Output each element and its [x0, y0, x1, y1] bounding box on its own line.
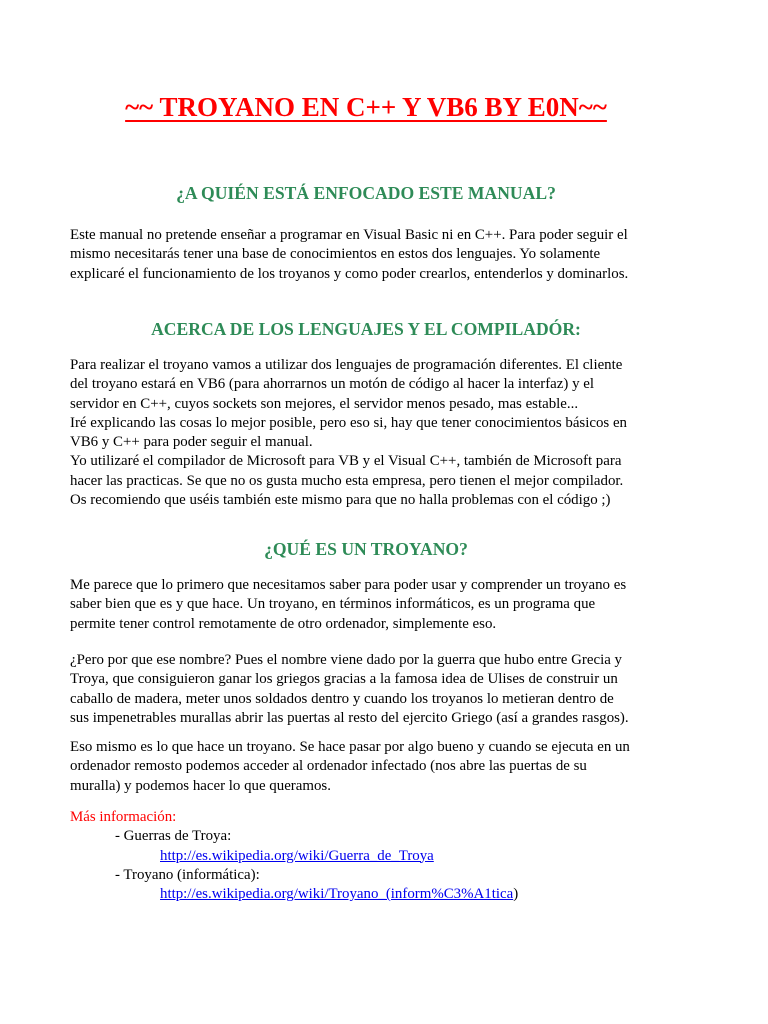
link-guerra-de-troya[interactable]: http://es.wikipedia.org/wiki/Guerra_de_Troya: [160, 847, 434, 864]
text-line: mismo necesitarás tener una base de conocimientos en estos dos lenguajes. Yo solamente: [70, 246, 601, 263]
text-line: muralla) y podemos hacer lo que queramos.: [70, 777, 331, 794]
section-heading-audience: ¿A QUIÉN ESTÁ ENFOCADO ESTE MANUAL?: [176, 183, 556, 203]
text-line: Para realizar el troyano vamos a utilizar dos lenguajes de programación diferentes. El cliente: [70, 357, 623, 373]
text-line: Yo utilizaré el compilador de Microsoft para VB y el Visual C++, también de Microsoft para: [70, 453, 622, 470]
section-languages-paragraph: [70, 356, 659, 510]
text-line: del troyano estará en VB6 (para ahorrarnos un motón de código al hacer la interfaz) y el: [70, 376, 594, 393]
text-line: Iré explicando las cosas lo mejor posible, pero eso si, hay que tener conocimientos básicos en: [70, 414, 627, 431]
text-line: Eso mismo es lo que hace un troyano. Se hace pasar por algo bueno y cuando se ejecuta en un: [70, 739, 630, 755]
section-trojan-paragraph-3: [70, 738, 659, 796]
text-line: caballo de madera, meter unos soldados dentro y cuando los troyanos lo metieran dentro de: [70, 690, 614, 707]
text-line: servidor en C++, cuyos sockets son mejores, el servidor menos pesado, mas estable...: [70, 395, 579, 412]
more-info-section: [70, 808, 670, 904]
text-line: saber bien que es y que hace. Un troyano, en términos informáticos, es un programa que: [70, 596, 596, 613]
link-row-troyano-informatica: [70, 885, 670, 904]
text-line: ordenador remosto podemos acceder al ordenador infectado (nos abre las puertas de su: [70, 758, 587, 775]
document-title: ~~ TROYANO EN C++ Y VB6 BY E0N~~: [125, 92, 607, 122]
text-line: explicaré el funcionamiento de los troyanos y como poder crearlos, entenderlos y dominarlos.: [70, 265, 629, 282]
text-line: Troya, que consiguieron ganar los griegos gracias a la famosa idea de Ulises de construir un: [70, 671, 618, 688]
section-audience-paragraph: [70, 226, 659, 284]
text-line: hacer las practicas. Se que no os gusta mucho esta empresa, pero tienen el mejor compilador.: [70, 472, 624, 489]
section-heading-languages: ACERCA DE LOS LENGUAJES Y EL COMPILADÓR:: [151, 319, 581, 339]
text-line: VB6 y C++ para poder seguir el manual.: [70, 434, 313, 451]
section-heading-what-is-trojan: ¿QUÉ ES UN TROYANO?: [264, 539, 468, 559]
text-line: sus impenetrables murallas abrir las puertas al resto del ejercito Griego (así a grandes rasgos).: [70, 709, 629, 726]
link-troyano-informatica[interactable]: http://es.wikipedia.org/wiki/Troyano_(inform%C3%A1tica: [160, 886, 514, 903]
link-label-guerras-de-troya: - Guerras de Troya:: [115, 828, 232, 845]
link-row-guerras-de-troya: [70, 847, 670, 866]
text-line: ¿Pero por que ese nombre? Pues el nombre viene dado por la guerra que hubo entre Grecia y: [70, 652, 622, 668]
text-line: Este manual no pretende enseñar a programar en Visual Basic ni en C++. Para poder seguir el: [70, 227, 628, 243]
text-line: Os recomiendo que uséis también este mismo para que no halla problemas con el código ;): [70, 492, 611, 509]
text-line: permite tener control remotamente de otro ordenador, simplemente eso.: [70, 615, 497, 632]
link-label-troyano-informatica: - Troyano (informática):: [115, 866, 260, 883]
more-info-label: Más información:: [70, 809, 177, 825]
section-trojan-paragraph-2: [70, 651, 659, 728]
link-suffix: ): [513, 886, 519, 903]
text-line: Me parece que lo primero que necesitamos saber para poder usar y comprender un troyano es: [70, 577, 627, 593]
section-trojan-paragraph-1: [70, 576, 659, 634]
